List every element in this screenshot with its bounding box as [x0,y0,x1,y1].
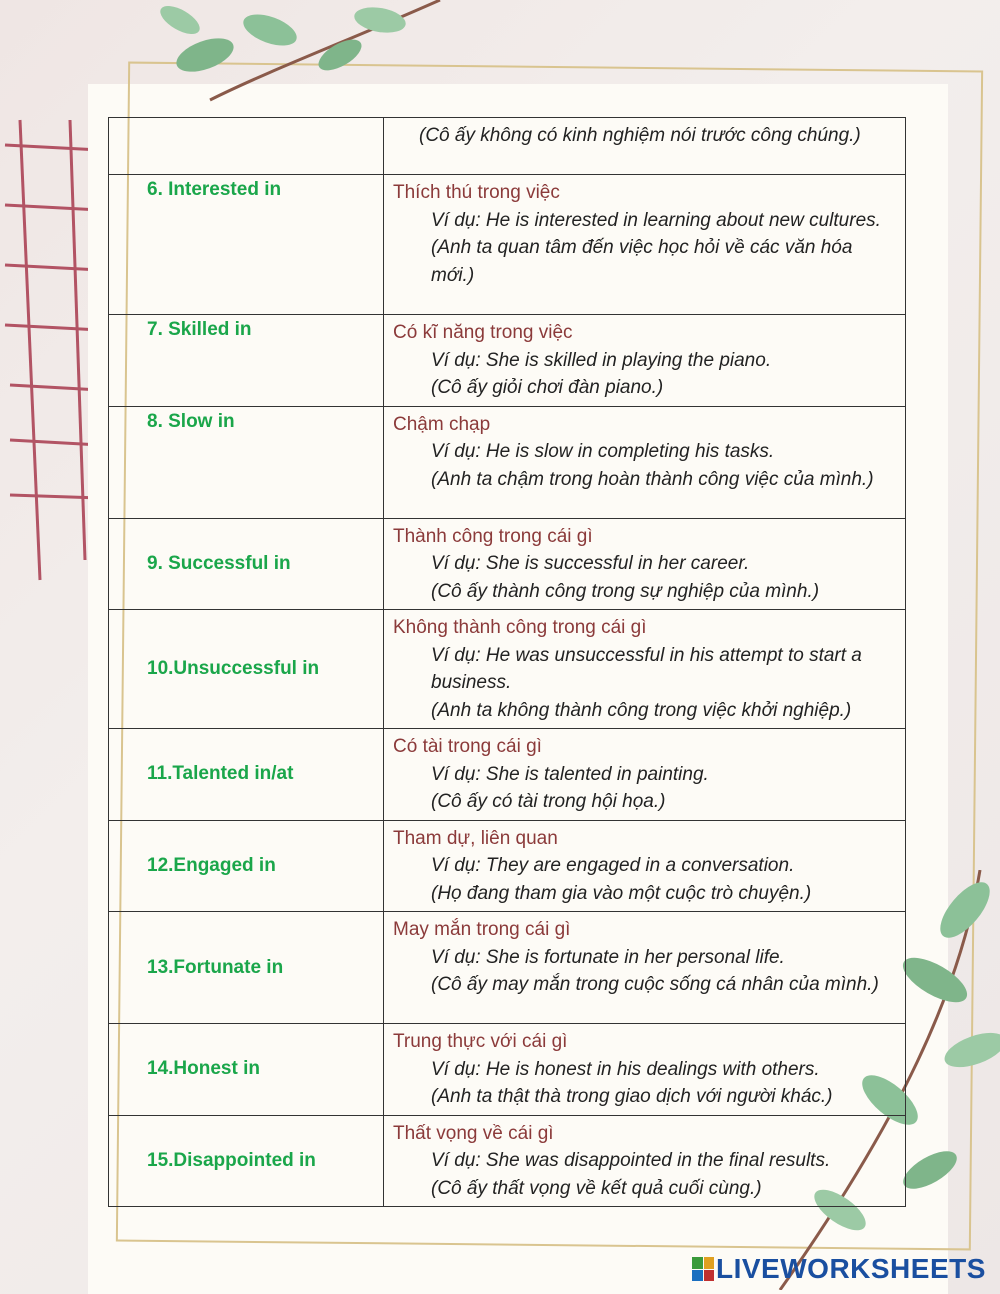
example-text: Ví dụ: He is slow in completing his tasks. [431,441,775,462]
definition-cell [384,1115,906,1207]
table-row [109,729,906,821]
definition-cell [384,1024,906,1116]
table-row [109,175,906,315]
translation-text: (Anh ta chậm trong hoàn thành công việc của mình.) [431,468,874,490]
term-cell: 11.Talented in/at [109,729,384,821]
translation-text: (Cô ấy thất vọng về kết quả cuối cùng.) [431,1177,762,1199]
translation-text: (Cô ấy giỏi chơi đàn piano.) [431,377,664,398]
table-row [109,315,906,407]
logo-mark-icon [692,1257,714,1281]
example-text: Ví dụ: She is talented in painting. [431,763,709,785]
definition-cell [384,610,906,729]
meaning-text: May mắn trong cái gì [393,919,571,940]
example-text: Ví dụ: She is skilled in playing the piano. [431,349,772,371]
definition-cell [384,118,906,175]
term-cell: 9. Successful in [109,518,384,610]
meaning-text: Có kĩ năng trong việc [393,322,573,343]
table-row [109,610,906,729]
translation-text: (Cô ấy không có kinh nghiệm nói trước công chúng.) [419,125,861,146]
definition-cell [384,912,906,1024]
definition-cell [384,518,906,610]
term-cell [109,118,384,175]
example-text: Ví dụ: She is successful in her career. [431,553,750,574]
liveworksheets-logo [692,1253,986,1285]
translation-text: (Họ đang tham gia vào một cuộc trò chuyện.) [431,882,812,904]
definition-cell [384,175,906,315]
definition-cell [384,820,906,912]
table-row [109,406,906,518]
table-row [109,820,906,912]
translation-text: (Anh ta quan tâm đến việc học hỏi về các văn hóa mới.) [431,237,853,286]
translation-text: (Cô ấy may mắn trong cuộc sống cá nhân của mình.) [431,974,879,995]
meaning-text: Không thành công trong cái gì [393,617,647,638]
table-row [109,912,906,1024]
example-text: Ví dụ: He is interested in learning about new cultures. [431,209,881,231]
translation-text: (Cô ấy có tài trong hội họa.) [431,791,666,812]
definition-cell [384,729,906,821]
translation-text: (Anh ta thật thà trong giao dịch với người khác.) [431,1086,833,1107]
term-cell: 6. Interested in [109,175,384,315]
leaves-top-decoration [150,0,450,110]
table-row [109,518,906,610]
meaning-text: Tham dự, liên quan [393,827,558,849]
definition-cell [384,406,906,518]
definition-cell [384,315,906,407]
term-cell: 13.Fortunate in [109,912,384,1024]
example-text: Ví dụ: She is fortunate in her personal life. [431,946,785,968]
meaning-text: Thất vọng về cái gì [393,1122,554,1144]
meaning-text: Trung thực với cái gì [393,1031,568,1052]
example-text: Ví dụ: He was unsuccessful in his attempt to start a business. [431,644,862,693]
term-cell: 12.Engaged in [109,820,384,912]
meaning-text: Có tài trong cái gì [393,736,542,757]
example-text: Ví dụ: They are engaged in a conversation. [431,855,795,876]
table-row [109,1115,906,1207]
term-cell: 7. Skilled in [109,315,384,407]
logo-text: LIVEWORKSHEETS [716,1253,986,1284]
term-cell: 15.Disappointed in [109,1115,384,1207]
vocabulary-table [108,117,906,1207]
table-row [109,1024,906,1116]
example-text: Ví dụ: She was disappointed in the final results. [431,1150,831,1171]
term-cell: 14.Honest in [109,1024,384,1116]
translation-text: (Anh ta không thành công trong việc khởi nghiệp.) [431,699,852,721]
term-cell: 8. Slow in [109,406,384,518]
table-row [109,118,906,175]
meaning-text: Thích thú trong việc [393,182,560,203]
meaning-text: Thành công trong cái gì [393,525,593,547]
example-text: Ví dụ: He is honest in his dealings with others. [431,1058,820,1080]
term-cell: 10.Unsuccessful in [109,610,384,729]
meaning-text: Chậm chạp [393,413,491,435]
translation-text: (Cô ấy thành công trong sự nghiệp của mình.) [431,580,820,602]
